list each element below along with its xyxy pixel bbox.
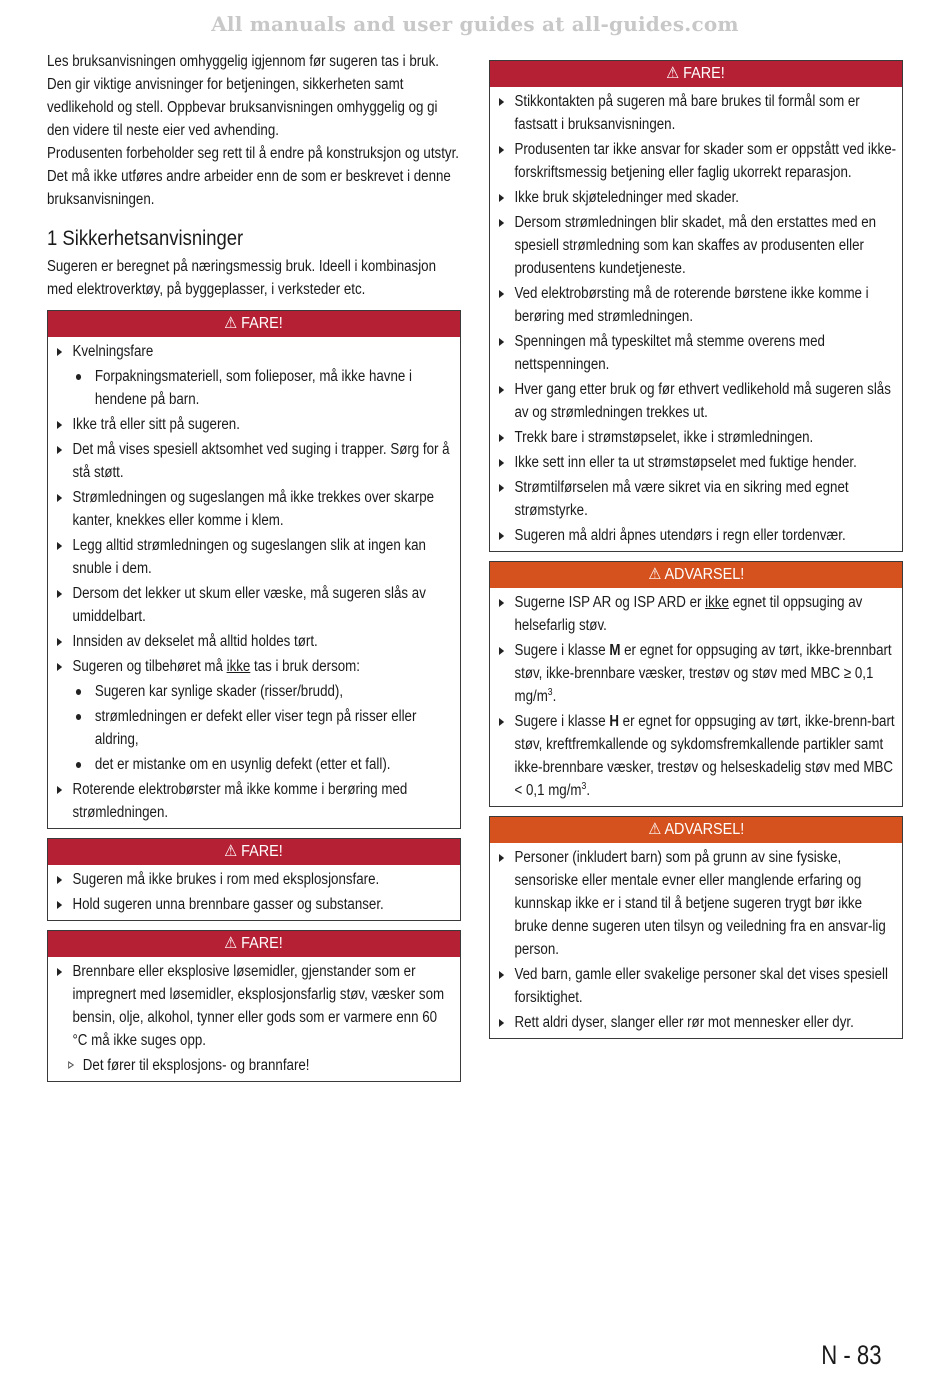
list-item: Produsenten tar ikke ansvar for skader som er oppstått ved ikke-forskriftsmessig betjening eller faglig ukorrekt reparasjon. xyxy=(499,138,897,184)
intro-paragraph: Det må ikke utføres andre arbeider enn de som er beskrevet i denne bruksanvisningen. xyxy=(47,168,451,208)
text-part: . xyxy=(586,782,591,799)
text-part: Sugere i klasse xyxy=(514,642,610,659)
watermark: All manuals and user guides at all-guides.com xyxy=(211,12,739,36)
list-item: Ved elektrobørsting må de roterende børstene ikke komme i berøring med strømledningen. xyxy=(499,282,897,328)
list-item: Sugeren må ikke brukes i rom med eksplosjonsfare. xyxy=(57,868,455,891)
dot-item: Forpakningsmateriell, som folieposer, må ikke havne i hendene på barn. xyxy=(57,365,455,411)
left-column xyxy=(47,50,461,1082)
class-label: M xyxy=(609,642,621,659)
warning-triangle-icon: ⚠ xyxy=(648,566,661,583)
list-item: Stikkontakten på sugeren må bare brukes til formål som er fastsatt i bruksanvisningen. xyxy=(499,90,897,136)
list-item: Strømtilførselen må være sikret via en sikring med egnet strømstyrke. xyxy=(499,476,897,522)
dot-item: Sugeren kar synlige skader (risser/brudd), xyxy=(57,680,455,703)
warning-triangle-icon: ⚠ xyxy=(224,935,238,952)
text-part: Sugeren og tilbehøret må xyxy=(72,658,227,675)
list-item: Det må vises spesiell aktsomhet ved suging i trapper. Sørg for å stå støtt. xyxy=(57,438,455,484)
warning-triangle-icon: ⚠ xyxy=(224,315,238,332)
text-part: . xyxy=(552,688,557,705)
intro-paragraph: Produsenten forbeholder seg rett til å endre på konstruksjon og utstyr. xyxy=(47,145,459,162)
warning-triangle-icon: ⚠ xyxy=(648,821,661,838)
result-item: Det fører til eksplosjons- og brannfare! xyxy=(57,1054,455,1077)
list-item: Rett aldri dyser, slanger eller rør mot mennesker eller dyr. xyxy=(499,1011,897,1034)
danger-list xyxy=(57,960,455,1077)
list-item: Dersom det lekker ut skum eller væske, må sugeren slås av umiddelbart. xyxy=(57,582,455,628)
text-part: tas i bruk dersom: xyxy=(250,658,360,675)
text-part: Sugerne ISP AR og ISP ARD er xyxy=(514,594,706,611)
warning-box xyxy=(489,561,903,807)
dot-item: strømledningen er defekt eller viser tegn på risser eller aldring, xyxy=(57,705,455,751)
list-item: Strømledningen og sugeslangen må ikke trekkes over skarpe kanter, knekkes eller komme i klem. xyxy=(57,486,455,532)
warning-header xyxy=(490,817,902,843)
danger-title: FARE! xyxy=(241,843,284,860)
dot-item: det er mistanke om en usynlig defekt (etter et fall). xyxy=(57,753,455,776)
danger-box xyxy=(47,310,461,829)
list-item: Ikke sett inn eller ta ut strømstøpselet med fuktige hender. xyxy=(499,451,897,474)
danger-header xyxy=(48,931,460,957)
intro-text xyxy=(47,50,460,211)
superscript: 3 xyxy=(547,686,553,698)
warning-triangle-icon: ⚠ xyxy=(666,65,680,82)
danger-title: FARE! xyxy=(683,65,726,82)
list-item xyxy=(57,655,455,678)
danger-title: FARE! xyxy=(241,315,284,332)
list-item: Personer (inkludert barn) som på grunn av sine fysiske, sensoriske eller mentale evner eller manglende erfaring og kunnskap ikke er i stand til å betjene sugeren trygt bør ikke bruke denne sugeren uten tilsyn og veiledning fra en ansvar-lig person. xyxy=(499,846,897,961)
danger-list xyxy=(57,868,455,916)
warning-box xyxy=(489,816,903,1039)
warning-list xyxy=(499,846,897,1034)
list-item: Hver gang etter bruk og før ethvert vedlikehold må sugeren slås av og strømledningen trekkes ut. xyxy=(499,378,897,424)
danger-header xyxy=(48,839,460,865)
danger-list xyxy=(57,340,455,824)
danger-header xyxy=(490,61,902,87)
list-item: Kvelningsfare xyxy=(57,340,455,363)
list-item: Innsiden av dekselet må alltid holdes tørt. xyxy=(57,630,455,653)
list-item: Legg alltid strømledningen og sugeslangen slik at ingen kan snuble i dem. xyxy=(57,534,455,580)
danger-box xyxy=(47,838,461,921)
danger-title: FARE! xyxy=(241,935,284,952)
class-label: H xyxy=(609,713,619,730)
warning-list xyxy=(499,591,897,802)
list-item: Roterende elektrobørster må ikke komme i berøring med strømledningen. xyxy=(57,778,455,824)
superscript: 3 xyxy=(581,780,587,792)
list-item: Brennbare eller eksplosive løsemidler, gjenstander som er impregnert med løsemidler, eksplosjonsfarlig støv, væsker som bensin, olje, alkohol, tynner eller gods som er varmere enn 60 °C må ikke suges opp. xyxy=(57,960,455,1052)
list-item xyxy=(499,639,897,708)
danger-header xyxy=(48,311,460,337)
section-text: Sugeren er beregnet på næringsmessig bruk. Ideell i kombinasjon med elektroverktøy, på byggeplasser, i verksteder etc. xyxy=(47,258,437,298)
danger-box xyxy=(489,60,903,552)
underlined-text: ikke xyxy=(226,658,251,675)
list-item: Hold sugeren unna brennbare gasser og substanser. xyxy=(57,893,455,916)
list-item: Trekk bare i strømstøpselet, ikke i strømledningen. xyxy=(499,426,897,449)
list-item: Sugeren må aldri åpnes utendørs i regn eller tordenvær. xyxy=(499,524,897,547)
intro-paragraph: Les bruksanvisningen omhyggelig igjennom før sugeren tas i bruk. Den gir viktige anvisninger for betjeningen, sikkerheten samt vedlikehold og stell. Oppbevar bruksanvisningen omhyggelig og gi den videre til neste eier ved avhending. xyxy=(47,53,439,139)
warning-header xyxy=(490,562,902,588)
text-part: egnet til oppsuging av helsefarlig støv. xyxy=(514,594,863,634)
warning-title: ADVARSEL! xyxy=(664,566,744,583)
list-item: Spenningen må typeskiltet må stemme overens med nettspenningen. xyxy=(499,330,897,376)
danger-box xyxy=(47,930,461,1082)
danger-list xyxy=(499,90,897,547)
list-item xyxy=(499,591,897,637)
section-title: 1 Sikkerhetsanvisninger xyxy=(47,227,244,250)
warning-title: ADVARSEL! xyxy=(664,821,744,838)
text-part: er egnet for oppsuging av tørt, ikke-brennbart støv, ikke-brennbare væsker, trestøv og støv med MBC ≥ 0,1 mg/m xyxy=(514,642,892,705)
list-item: Ved barn, gamle eller svakelige personer skal det vises spesiell forsiktighet. xyxy=(499,963,897,1009)
list-item xyxy=(499,710,897,802)
list-item: Dersom strømledningen blir skadet, må den erstattes med en spesiell strømledning som kan skaffes av produsenten eller produsentens kundetjeneste. xyxy=(499,211,897,280)
list-item: Ikke trå eller sitt på sugeren. xyxy=(57,413,455,436)
underlined-text: ikke xyxy=(705,594,729,611)
warning-triangle-icon: ⚠ xyxy=(224,843,238,860)
text-part: er egnet for oppsuging av tørt, ikke-brenn-bart støv, kreftfremkallende og sykdomsfremkallende partikler samt ikke-brennbare væsker, trestøv og helseskadelig støv med MBC < 0,1 mg/m xyxy=(514,713,895,799)
page-number: N - 83 xyxy=(821,1340,882,1370)
list-item: Ikke bruk skjøteledninger med skader. xyxy=(499,186,897,209)
text-part: Sugere i klasse xyxy=(514,713,610,730)
right-column xyxy=(489,60,903,1039)
